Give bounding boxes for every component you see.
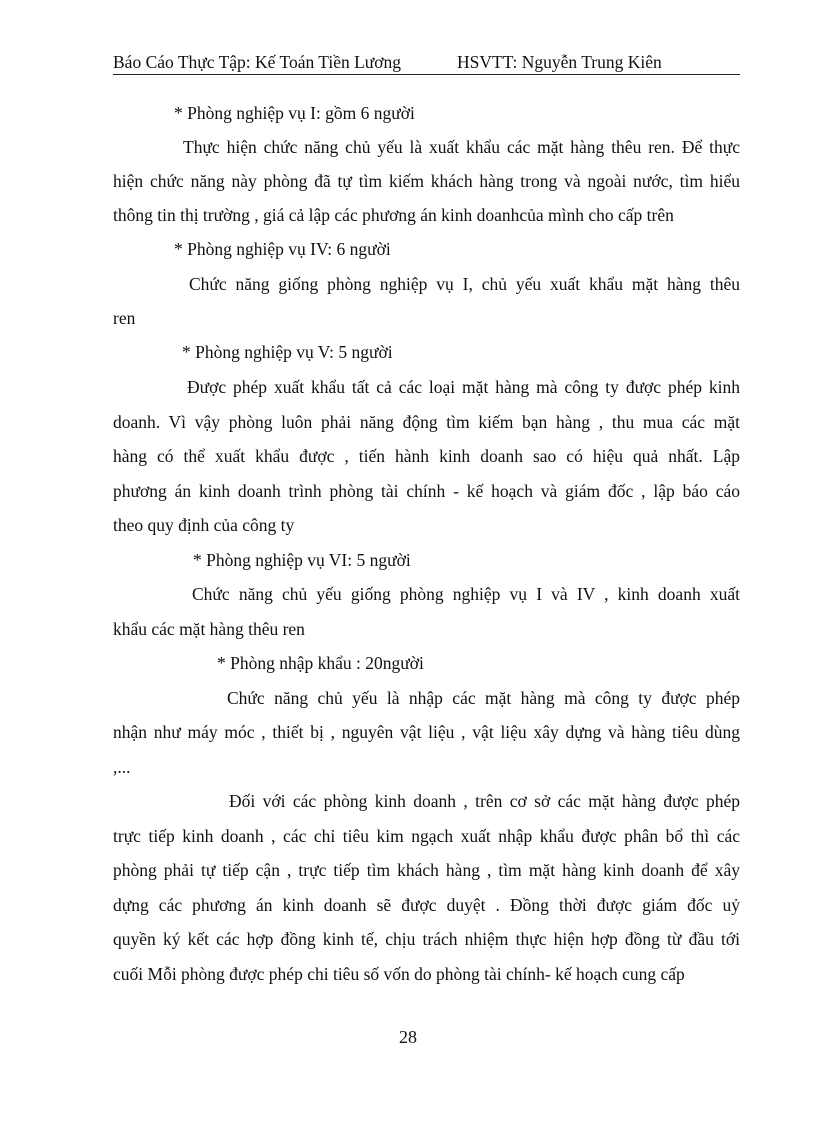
heading-dept-5: * Phòng nghiệp vụ V: 5 người [182, 342, 393, 362]
text-line: khẩu các mặt hàng thêu ren [113, 619, 305, 639]
text-line: Được phép xuất khẩu tất cả các loại mặt hàng mà công ty được phép kinh [187, 377, 740, 397]
text-line: doanh. Vì vậy phòng luôn phải năng động tìm kiếm bạn hàng , thu mua các mặt [113, 412, 740, 432]
text-line: thông tin thị trường , giá cả lập các phương án kinh doanhcủa mình cho cấp trên [113, 205, 674, 225]
text-line: Thực hiện chức năng chủ yếu là xuất khẩu các mặt hàng thêu ren. Để thực [183, 137, 740, 157]
heading-dept-1: * Phòng nghiệp vụ I: gồm 6 người [174, 103, 415, 123]
page-number: 28 [399, 1027, 417, 1047]
text-line: nhận như máy móc , thiết bị , nguyên vật liệu , vật liệu xây dựng và hàng tiêu dùng [113, 722, 740, 742]
text-line: quyền ký kết các hợp đồng kinh tế, chịu trách nhiệm thực hiện hợp đồng từ đầu tới [113, 929, 740, 949]
text-line: Chức năng chủ yếu giống phòng nghiệp vụ I và IV , kinh doanh xuất [192, 584, 740, 604]
text-line: Chức năng giống phòng nghiệp vụ I, chủ yếu xuất khẩu mặt hàng thêu [189, 274, 740, 294]
text-line: hàng có thể xuất khẩu được , tiến hành kinh doanh sao có hiệu quả nhất. Lập [113, 446, 740, 466]
header-student-name: HSVTT: Nguyễn Trung Kiên [457, 52, 662, 72]
text-line: phương án kinh doanh trình phòng tài chính - kế hoạch và giám đốc , lập báo cáo [113, 481, 740, 501]
text-line: cuối Mỗi phòng được phép chi tiêu số vốn do phòng tài chính- kế hoạch cung cấp [113, 964, 685, 984]
heading-dept-6: * Phòng nghiệp vụ VI: 5 người [193, 550, 411, 570]
text-line: ,... [113, 757, 131, 777]
heading-import-dept: * Phòng nhập khẩu : 20người [217, 653, 424, 673]
text-line: phòng phải tự tiếp cận , trực tiếp tìm khách hàng , tìm mặt hàng kinh doanh để xây [113, 860, 740, 880]
header-report-title: Báo Cáo Thực Tập: Kế Toán Tiền Lương [113, 52, 402, 72]
text-line: Chức năng chủ yếu là nhập các mặt hàng mà công ty được phép [227, 688, 740, 708]
text-line: dựng các phương án kinh doanh sẽ được duyệt . Đồng thời được giám đốc uỷ [113, 895, 740, 915]
text-line: Đối với các phòng kinh doanh , trên cơ sở các mặt hàng được phép [229, 791, 740, 811]
page-header [113, 50, 740, 75]
text-line: hiện chức năng này phòng đã tự tìm kiếm khách hàng trong và ngoài nước, tìm hiểu [113, 171, 740, 191]
text-line: theo quy định của công ty [113, 515, 295, 535]
text-line: trực tiếp kinh doanh , các chỉ tiêu kim ngạch xuất nhập khẩu được phân bổ thì các [113, 826, 740, 846]
text-line: ren [113, 308, 136, 328]
heading-dept-4: * Phòng nghiệp vụ IV: 6 người [174, 239, 391, 259]
